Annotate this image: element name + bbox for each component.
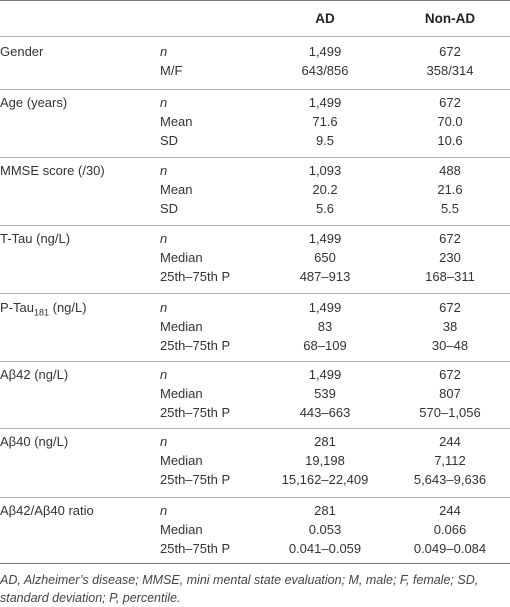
group-divider	[0, 225, 510, 226]
stat-label: 25th–75th P	[160, 472, 231, 487]
ad-value: 443–663	[299, 405, 351, 420]
non-ad-value: 0.049–0.084	[413, 541, 487, 556]
ad-value: 1,093	[308, 163, 342, 178]
stat-label: Mean	[160, 182, 193, 197]
row-group-label: MMSE score (/30)	[0, 163, 105, 178]
stat-label: n	[160, 231, 168, 246]
ad-value: 0.053	[308, 522, 342, 537]
group-divider	[0, 157, 510, 158]
non-ad-value: 230	[439, 250, 461, 265]
ad-value: 20.2	[312, 182, 338, 197]
non-ad-value: 38	[442, 319, 458, 334]
non-ad-value: 672	[439, 367, 461, 382]
ad-value: 539	[314, 386, 336, 401]
ad-value: 5.6	[315, 201, 335, 216]
ad-value: 15,162–22,409	[281, 472, 369, 487]
stat-label: Median	[160, 522, 203, 537]
non-ad-value: 672	[439, 300, 461, 315]
non-ad-value: 672	[439, 44, 461, 59]
non-ad-value: 10.6	[437, 133, 463, 148]
non-ad-value: 0.066	[433, 522, 467, 537]
stat-label: Median	[160, 319, 203, 334]
non-ad-value: 21.6	[437, 182, 463, 197]
stat-label: 25th–75th P	[160, 405, 231, 420]
bottom-rule	[0, 563, 510, 564]
non-ad-value: 672	[439, 231, 461, 246]
table-footnote: AD, Alzheimer’s disease; MMSE, mini mental state evaluation; M, male; F, female; SD, standard deviation; P, percentile.	[0, 573, 479, 605]
group-divider	[0, 497, 510, 498]
ad-value: 1,499	[308, 44, 342, 59]
non-ad-value: 244	[439, 434, 461, 449]
stat-label: n	[160, 367, 168, 382]
ad-value: 83	[317, 319, 333, 334]
row-group-label: T-Tau (ng/L)	[0, 231, 71, 246]
stat-label: n	[160, 434, 168, 449]
row-group-label: Aβ40 (ng/L)	[0, 434, 69, 449]
group-divider	[0, 293, 510, 294]
header-non-ad: Non-AD	[424, 11, 476, 26]
ad-value: 68–109	[303, 338, 347, 353]
non-ad-value: 807	[439, 386, 461, 401]
ad-value: 1,499	[308, 231, 342, 246]
stat-label: Median	[160, 453, 203, 468]
stat-label: n	[160, 300, 168, 315]
header-ad: AD	[315, 11, 335, 26]
stat-label: M/F	[160, 63, 183, 78]
group-divider	[0, 361, 510, 362]
non-ad-value: 7,112	[434, 453, 466, 468]
non-ad-value: 30–48	[431, 338, 469, 353]
ad-value: 650	[314, 250, 336, 265]
ad-value: 1,499	[308, 367, 342, 382]
stat-label: 25th–75th P	[160, 269, 231, 284]
stat-label: n	[160, 44, 168, 59]
non-ad-value: 244	[439, 503, 461, 518]
stat-label: 25th–75th P	[160, 338, 231, 353]
group-divider	[0, 89, 510, 90]
non-ad-value: 488	[439, 163, 461, 178]
non-ad-value: 358/314	[426, 63, 474, 78]
stat-label: SD	[160, 133, 179, 148]
ad-value: 71.6	[312, 114, 338, 129]
non-ad-value: 672	[439, 95, 461, 110]
non-ad-value: 70.0	[437, 114, 463, 129]
row-group-label: P-Tau$_{181}$ (ng/L)	[0, 300, 87, 318]
row-group-label: Aβ42 (ng/L)	[0, 367, 69, 382]
ad-value: 19,198	[305, 453, 345, 468]
stat-label: Mean	[160, 114, 193, 129]
ad-value: 9.5	[315, 133, 335, 148]
non-ad-value: 5,643–9,636	[413, 472, 487, 487]
ad-value: 1,499	[308, 300, 342, 315]
ad-value: 281	[314, 503, 336, 518]
stat-label: n	[160, 95, 168, 110]
stat-label: n	[160, 163, 168, 178]
ad-value: 643/856	[301, 63, 349, 78]
ad-value: 281	[314, 434, 336, 449]
ad-value: 487–913	[299, 269, 351, 284]
stat-label: 25th–75th P	[160, 541, 231, 556]
non-ad-value: 570–1,056	[419, 405, 481, 420]
stat-label: Median	[160, 386, 203, 401]
stat-label: SD	[160, 201, 179, 216]
non-ad-value: 168–311	[425, 269, 475, 284]
row-group-label: Age (years)	[0, 95, 68, 110]
stat-label: Median	[160, 250, 203, 265]
ad-value: 1,499	[308, 95, 342, 110]
non-ad-value: 5.5	[440, 201, 460, 216]
group-divider	[0, 428, 510, 429]
top-rule	[0, 0, 510, 1]
row-group-label: Gender	[0, 44, 44, 59]
row-group-label: Aβ42/Aβ40 ratio	[0, 503, 94, 518]
stat-label: n	[160, 503, 168, 518]
ad-value: 0.041–0.059	[288, 541, 362, 556]
header-rule	[0, 36, 510, 37]
